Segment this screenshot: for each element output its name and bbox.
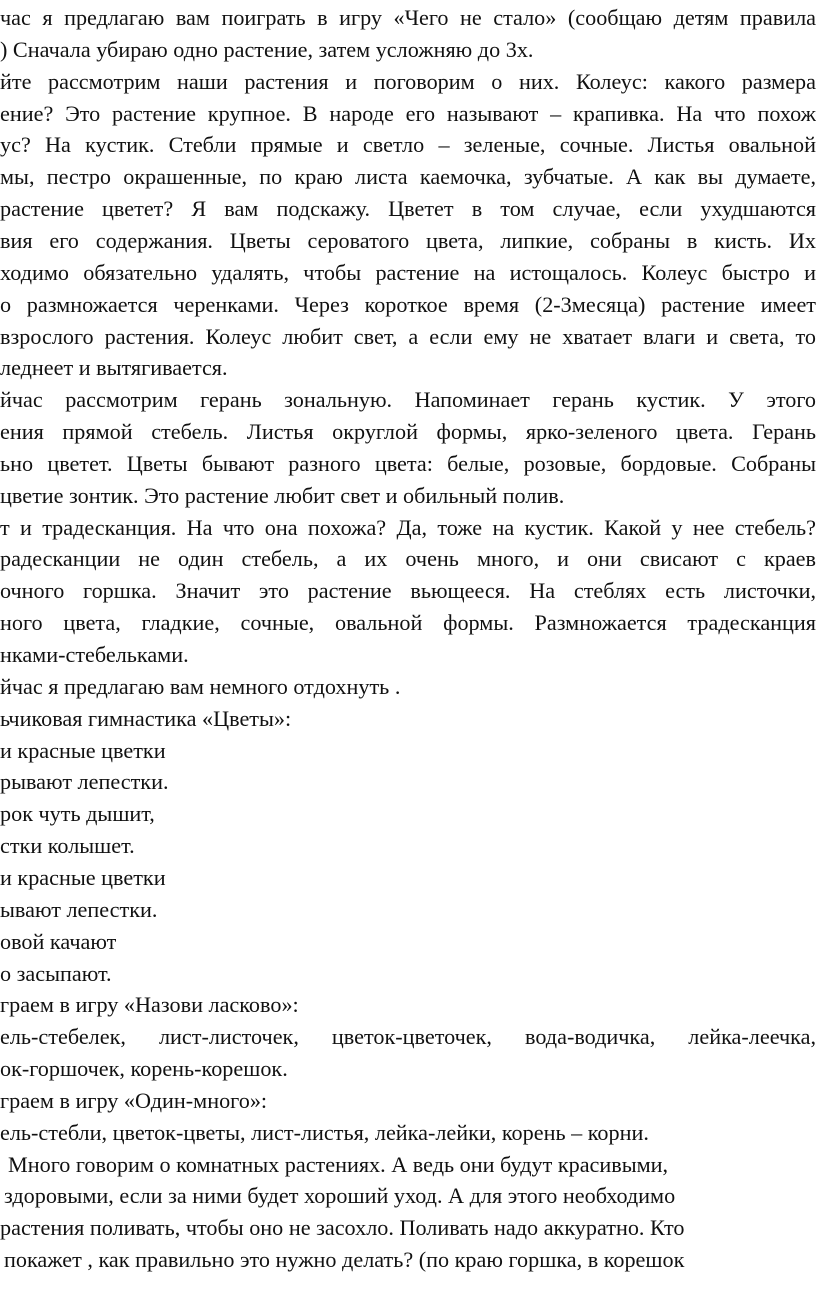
- text-line: йчас я предлагаю вам немного отдохнуть .: [0, 673, 401, 699]
- text-line: ывают лепестки.: [0, 896, 158, 922]
- text-line: рывают лепестки.: [0, 769, 169, 795]
- text-line: рок чуть дышит,: [0, 801, 155, 827]
- text-line: ель-стебли, цветок-цветы, лист-листья, лейка-лейки, корень – корни.: [0, 1119, 649, 1145]
- text-line: взрослого растения. Колеус любит свет, а если ему не хватает влаги и света, то: [0, 323, 816, 349]
- text-line: Много говорим о комнатных растениях. А ведь они будут красивыми,: [8, 1151, 669, 1177]
- text-line: ) Сначала убираю одно растение, затем усложняю до 3х.: [0, 36, 534, 62]
- text-line: и красные цветки: [0, 864, 166, 890]
- text-line: о засыпают.: [0, 960, 112, 986]
- text-line: мы, пестро окрашенные, по краю листа каемочка, зубчатые. А как вы думаете,: [0, 164, 816, 190]
- text-line: ного цвета, гладкие, сочные, овальной формы. Размножается традесканция: [0, 610, 816, 636]
- text-line: ок-горшочек, корень-корешок.: [0, 1056, 288, 1082]
- text-line: покажет , как правильно это нужно делать? (по краю горшка, в корешок: [4, 1247, 685, 1273]
- text-line: о размножается черенками. Через короткое время (2-3месяца) растение имеет: [0, 291, 816, 317]
- text-line: йчас рассмотрим герань зональную. Напоминает герань кустик. У этого: [0, 387, 816, 413]
- text-line: ения прямой стебель. Листья округлой формы, ярко-зеленого цвета. Герань: [0, 419, 816, 445]
- text-line: ель-стебелек, лист-листочек, цветок-цветочек, вода-водичка, лейка-леечка,: [0, 1024, 816, 1050]
- text-line: и красные цветки: [0, 737, 166, 763]
- text-line: ьчиковая гимнастика «Цветы»:: [0, 705, 292, 731]
- text-line: граем в игру «Один-много»:: [0, 1087, 268, 1113]
- text-line: леднеет и вытягивается.: [0, 355, 228, 381]
- text-line: стки колышет.: [0, 833, 135, 859]
- text-line: час я предлагаю вам поиграть в игру «Чего не стало» (сообщаю детям правила: [0, 5, 816, 30]
- text-line: очного горшка. Значит это растение вьющееся. На стеблях есть листочки,: [0, 578, 816, 604]
- text-line: растение цветет? Я вам подскажу. Цветет в том случае, если ухудшаются: [0, 196, 816, 222]
- text-line: йте рассмотрим наши растения и поговорим о них. Колеус: какого размера: [0, 68, 816, 94]
- text-line: овой качают: [0, 928, 117, 954]
- text-line: ьно цветет. Цветы бывают разного цвета: белые, розовые, бордовые. Собраны: [0, 450, 816, 476]
- text-line: ус? На кустик. Стебли прямые и светло – зеленые, сочные. Листья овальной: [0, 132, 816, 158]
- text-line: здоровыми, если за ними будет хороший уход. А для этого необходимо: [4, 1183, 676, 1209]
- text-line: ение? Это растение крупное. В народе его называют – крапивка. На что похож: [0, 100, 816, 126]
- text-line: цветие зонтик. Это растение любит свет и обильный полив.: [0, 482, 565, 508]
- text-line: радесканции не один стебель, а их очень много, и они свисают с краев: [0, 546, 816, 572]
- text-line: растения поливать, чтобы оно не засохло. Поливать надо аккуратно. Кто: [0, 1215, 685, 1241]
- text-line: граем в игру «Назови ласково»:: [0, 992, 299, 1018]
- text-line: ходимо обязательно удалять, чтобы растение на истощалось. Колеус быстро и: [0, 259, 816, 285]
- text-line: т и традесканция. На что она похожа? Да, тоже на кустик. Какой у нее стебель?: [0, 514, 816, 540]
- text-line: нками-стебельками.: [0, 642, 189, 667]
- text-line: вия его содержания. Цветы сероватого цвета, липкие, собраны в кисть. Их: [0, 227, 816, 253]
